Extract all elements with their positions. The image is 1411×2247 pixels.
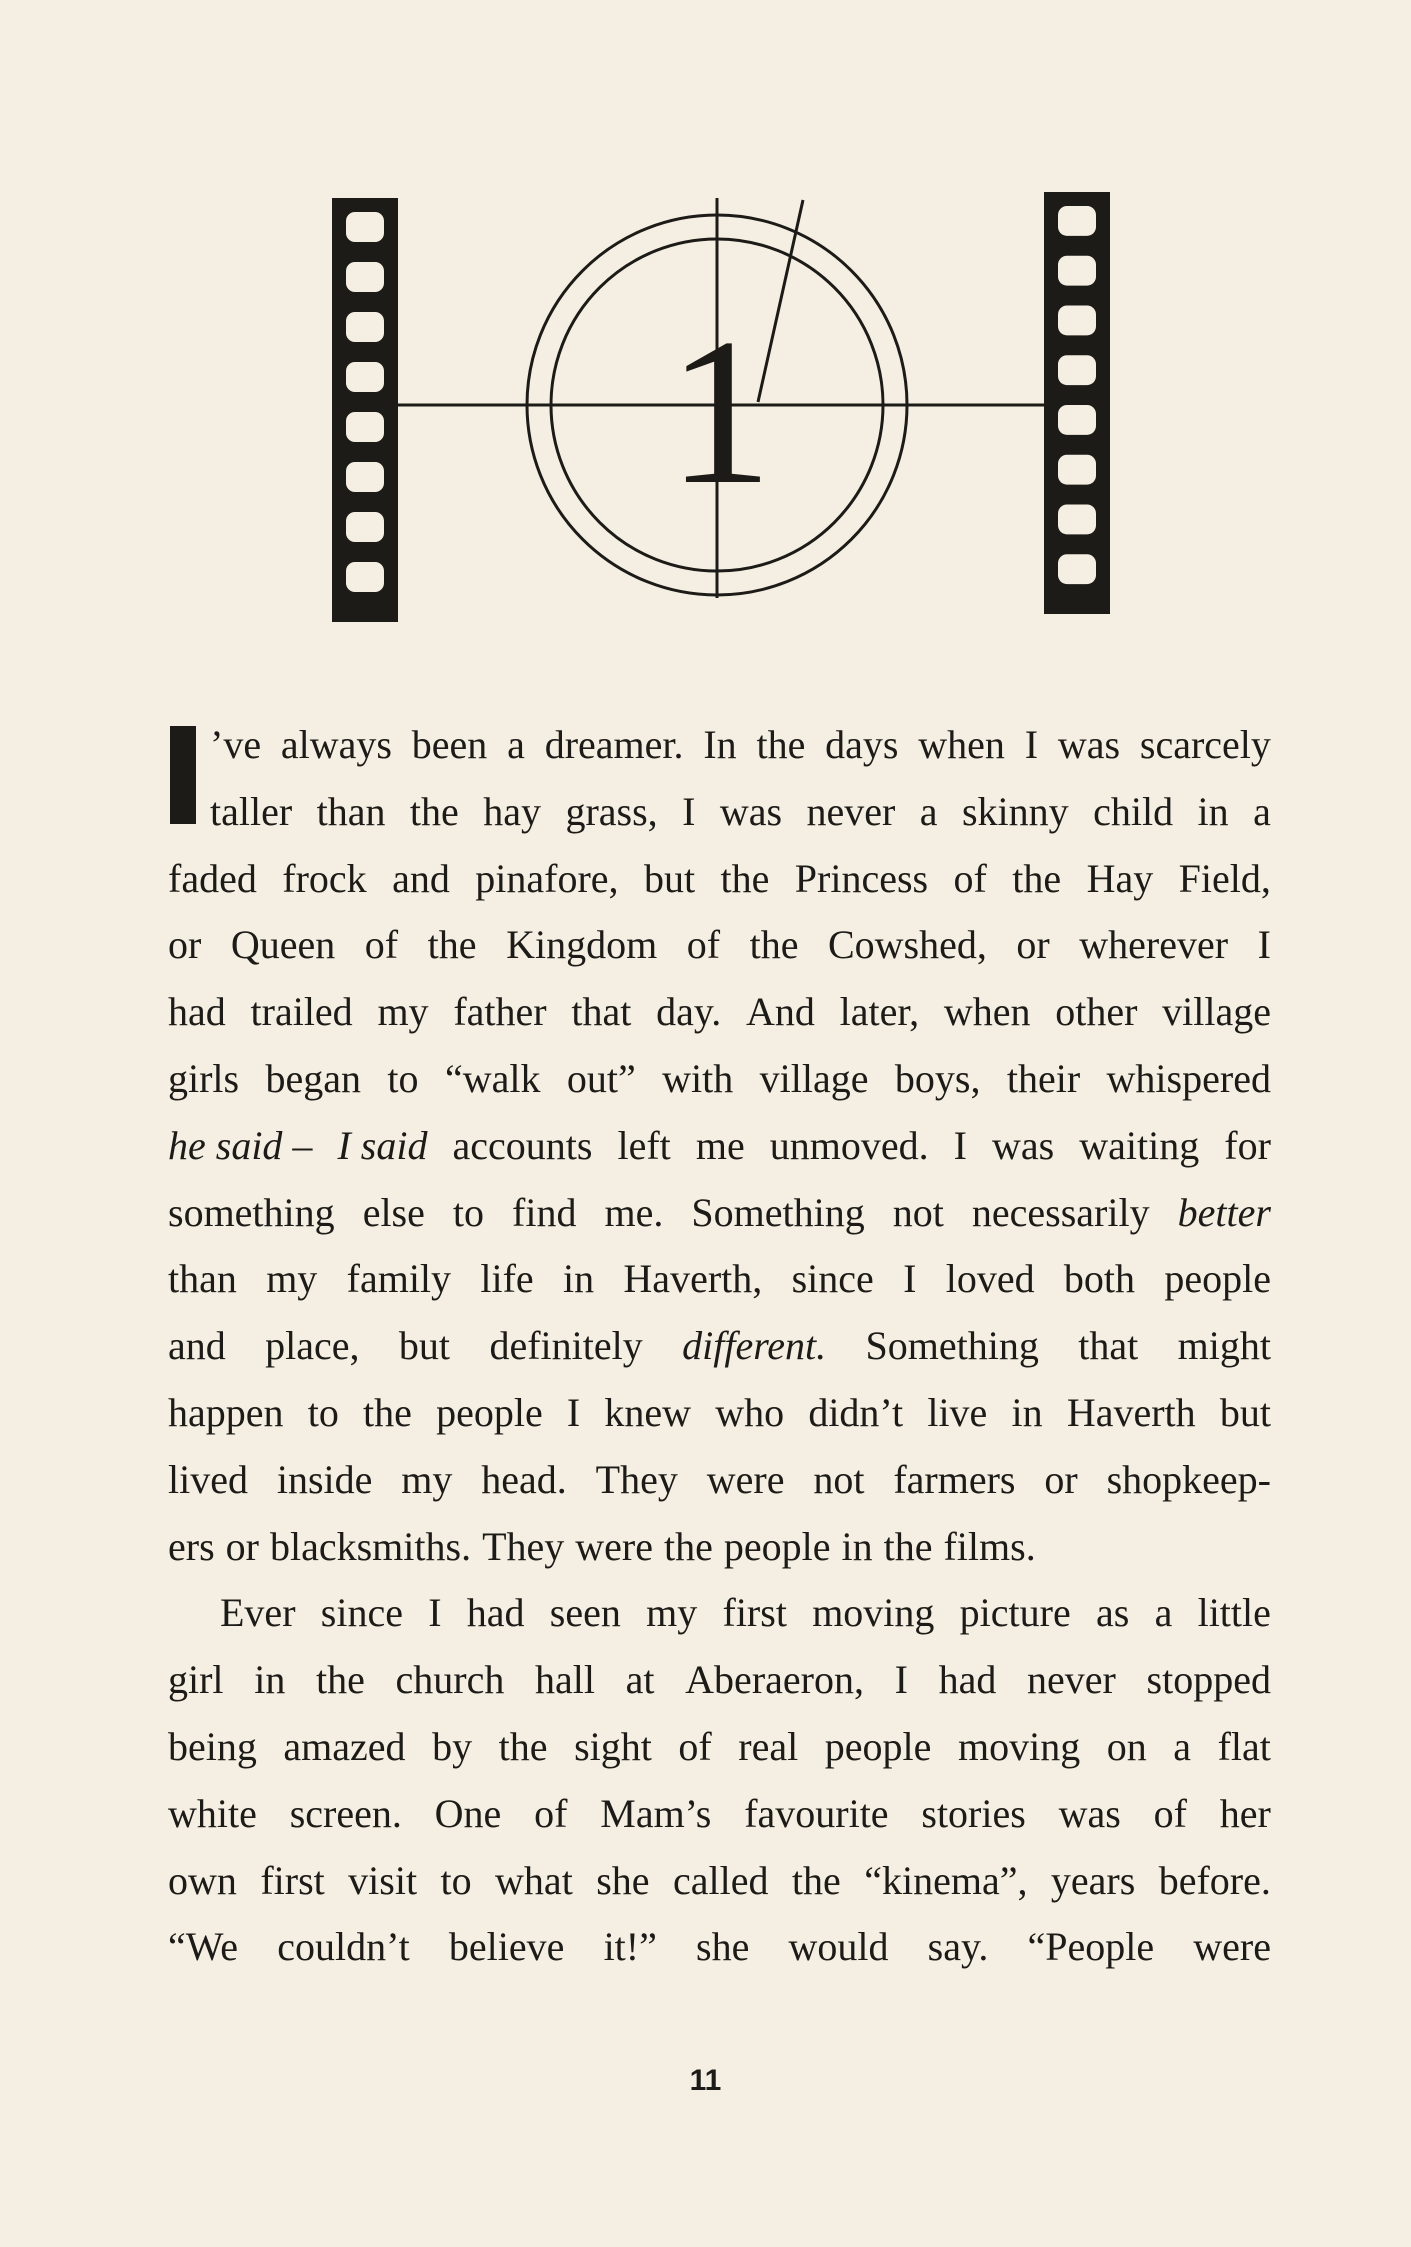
word: I [1257,922,1271,968]
word: the [363,1389,412,1435]
word: never [806,788,896,834]
word: moving [957,1723,1081,1769]
word: a [1154,1590,1173,1636]
word: trailed [250,989,353,1035]
word: accounts [452,1122,593,1168]
word: people [1164,1256,1271,1302]
word: shopkeep- [1106,1456,1271,1502]
word: “People [1027,1924,1155,1970]
word: seen [549,1590,621,1636]
word: it!” [603,1924,657,1970]
word: I said [337,1122,428,1168]
word: life [480,1256,534,1302]
word: might [1177,1323,1271,1369]
word: he said – [168,1122,313,1168]
film-sprocket-hole [1058,206,1096,236]
word: something [168,1189,335,1235]
word: years [1050,1857,1136,1903]
text-line [168,779,1271,846]
word: other [1055,989,1138,1035]
word: to [387,1055,419,1101]
word: of [364,922,399,968]
text-line [168,712,1271,779]
word: my [377,989,429,1035]
word: not [892,1189,944,1235]
word: people [436,1389,543,1435]
word: boys, [894,1055,981,1101]
word: the [498,1723,548,1769]
word: didn’t [808,1389,904,1435]
word: and [392,855,450,901]
word: I [1024,722,1039,767]
word: of [1153,1790,1187,1836]
word: been [411,722,488,767]
film-sprocket-hole [1058,554,1096,584]
word: a [507,722,525,767]
word: the [720,855,770,901]
word: loved [945,1256,1035,1302]
word: of [686,922,721,968]
word: One [434,1790,502,1836]
word: always [280,722,392,767]
word: the [791,1857,841,1903]
word: Princess [794,855,929,901]
word: the [756,722,806,767]
word: when [918,722,1005,767]
word: say. [927,1924,989,1970]
word: to [452,1189,485,1235]
word: definitely [489,1323,643,1369]
film-strip-right-icon [1044,192,1110,614]
word: or [1044,1456,1078,1502]
word: never [1027,1657,1116,1703]
text-line [168,1914,1271,1981]
word: Mam’s [600,1790,712,1836]
word: the [409,788,459,834]
word: flat [1217,1723,1271,1769]
word: inside [276,1456,373,1502]
word: grass, [565,788,658,834]
word: And [745,989,815,1035]
word: but [643,855,696,901]
word: I [566,1389,581,1435]
word: in [562,1256,595,1302]
word: Haverth [1066,1389,1196,1435]
word: for [1224,1122,1271,1168]
word: was [1058,1790,1121,1836]
word: before. [1158,1857,1271,1903]
word: amazed [283,1723,406,1769]
word: day. [656,989,722,1035]
word: or [225,1523,259,1569]
word: Haverth, [623,1256,763,1302]
word: first [722,1590,787,1636]
film-sprocket-hole [1058,306,1096,336]
word: hay [483,788,541,834]
word: at [625,1657,655,1703]
word: visit [348,1857,418,1903]
word: In [703,722,737,767]
text-line [168,1848,1271,1915]
word: later, [839,989,920,1035]
word: the [749,922,799,968]
word: the [427,922,477,968]
word: out” [566,1055,636,1101]
word: since [791,1256,874,1302]
word: Ever [220,1590,296,1636]
word: I [682,788,696,834]
word: “We [168,1924,239,1970]
word: Kingdom [506,922,658,968]
word: picture [959,1590,1071,1636]
word: but [398,1323,451,1369]
word: in [1197,788,1229,834]
word: or [1016,922,1050,968]
word: she [696,1924,750,1970]
word: people [723,1523,831,1569]
word: “kinema”, [864,1857,1028,1903]
text-line [168,1647,1271,1714]
word: lived [168,1456,248,1502]
film-sprocket-hole [346,312,384,342]
word: stories [921,1790,1026,1836]
film-sprocket-hole [1058,505,1096,535]
word: in [841,1523,873,1569]
word: Aberaeron, [685,1657,864,1703]
word: a [919,788,938,834]
word: she [596,1857,650,1903]
text-line [168,1514,1271,1581]
word: Something [691,1189,865,1235]
word: me [695,1122,745,1168]
text-line [168,1447,1271,1514]
word: hall [535,1657,595,1703]
chapter-number: 1 [667,296,773,528]
word: my [266,1256,318,1302]
word: had [938,1657,997,1703]
word: Field, [1178,855,1271,901]
chapter-emblem [320,180,1120,640]
word: knew [604,1389,692,1435]
word: father [453,989,547,1035]
word: skinny [961,788,1069,834]
word: in [254,1657,286,1703]
word: little [1197,1590,1271,1636]
word: I [953,1122,967,1168]
word: village [1162,989,1271,1035]
word: couldn’t [277,1924,410,1970]
word: was [719,788,783,834]
word: and [168,1323,226,1369]
word: favourite [744,1790,889,1836]
word: of [678,1723,712,1769]
word: of [534,1790,568,1836]
text-line [168,1714,1271,1781]
word: waiting [1079,1122,1200,1168]
word: as [1095,1590,1130,1636]
word: people [824,1723,932,1769]
word: my [401,1456,453,1502]
word: I [903,1256,917,1302]
film-sprocket-hole [346,362,384,392]
word: else [362,1189,425,1235]
word: the [883,1523,933,1569]
film-sprocket-hole [1058,355,1096,385]
word: taller [210,788,293,834]
word: a [1253,788,1271,834]
word: with [662,1055,734,1101]
word: who [715,1389,785,1435]
word: They [482,1523,565,1569]
word: a [1173,1723,1192,1769]
word: to [307,1389,339,1435]
film-sprocket-hole [346,412,384,442]
word: my [646,1590,698,1636]
word: was [1057,722,1121,767]
film-sprocket-hole [1058,405,1096,435]
word: than [316,788,386,834]
word: me. [604,1189,664,1235]
word: frock [282,855,367,901]
word: began [265,1055,362,1101]
word: was [992,1122,1055,1168]
film-sprocket-hole [346,262,384,292]
text-line [168,912,1271,979]
word: child [1093,788,1174,834]
word: blacksmiths. [269,1523,472,1569]
word: the [315,1657,365,1703]
word: unmoved. [769,1122,929,1168]
word: live [927,1389,988,1435]
word: own [168,1857,237,1903]
word: the [1012,855,1062,901]
film-sprocket-hole [346,512,384,542]
word: days [825,722,899,767]
word: being [168,1723,257,1769]
text-line [168,979,1271,1046]
word: dreamer. [544,722,684,767]
word: their [1006,1055,1081,1101]
word: not [813,1456,865,1502]
word: moving [812,1590,935,1636]
text-line [168,1113,1271,1180]
word: in [1011,1389,1043,1435]
word: scarcely [1139,722,1271,767]
word: called [672,1857,769,1903]
word: pinafore, [475,855,619,901]
text-line [168,1781,1271,1848]
word: that [1078,1323,1139,1369]
word: screen. [289,1790,402,1836]
word: farmers [893,1456,1016,1502]
word: girl [168,1657,224,1703]
film-sprocket-hole [346,212,384,242]
word: stopped [1146,1657,1271,1703]
word: village [759,1055,869,1101]
word: different. [682,1323,827,1369]
word: necessarily [971,1189,1150,1235]
text-line [168,1313,1271,1380]
text-line [168,1580,1271,1647]
word: family [346,1256,452,1302]
word: to [440,1857,472,1903]
word: sight [574,1723,652,1769]
word: what [495,1857,573,1903]
word: had [466,1590,525,1636]
word: Hay [1086,855,1154,901]
word: both [1063,1256,1136,1302]
word: ’ve [210,722,262,767]
page-number: 11 [689,2064,722,2097]
film-sprocket-hole [1058,256,1096,286]
word: were [706,1456,785,1502]
word: find [512,1189,577,1235]
word: head. [481,1456,567,1502]
film-sprocket-hole [346,462,384,492]
word: that [571,989,632,1035]
word: her [1219,1790,1271,1836]
word: when [943,989,1031,1035]
word: the [663,1523,713,1569]
word: Cowshed, [827,922,987,968]
word: They [595,1456,678,1502]
word: “walk [444,1055,541,1101]
word: happen [168,1389,284,1435]
word: would [788,1924,889,1970]
word: church [395,1657,505,1703]
word: than [168,1256,237,1302]
word: left [617,1122,671,1168]
word: since [320,1590,403,1636]
word: first [260,1857,325,1903]
word: place, [265,1323,360,1369]
word: I [894,1657,908,1703]
text-line [168,1246,1271,1313]
film-strip-left-icon [332,198,398,622]
word: ers [168,1523,215,1569]
word: had [168,989,226,1035]
word: Queen [230,922,336,968]
word: by [432,1723,473,1769]
text-line [168,1380,1271,1447]
body-text [168,712,1271,1981]
text-line [168,846,1271,913]
word: better [1177,1189,1271,1235]
word: were [1193,1924,1271,1970]
film-sprocket-hole [1058,455,1096,485]
word: Something [865,1323,1039,1369]
word: believe [448,1924,565,1970]
word: but [1219,1389,1271,1435]
word: on [1106,1723,1147,1769]
word: I [428,1590,442,1636]
word: or [168,922,202,968]
text-line [168,1180,1271,1247]
word: real [738,1723,799,1769]
word: of [953,855,987,901]
text-line [168,1046,1271,1113]
word: faded [168,855,257,901]
film-sprocket-hole [346,562,384,592]
word: girls [168,1055,240,1101]
word: were [575,1523,653,1569]
word: wherever [1079,922,1229,968]
word: white [168,1790,257,1836]
word: films. [943,1523,1036,1569]
word: whispered [1106,1055,1271,1101]
